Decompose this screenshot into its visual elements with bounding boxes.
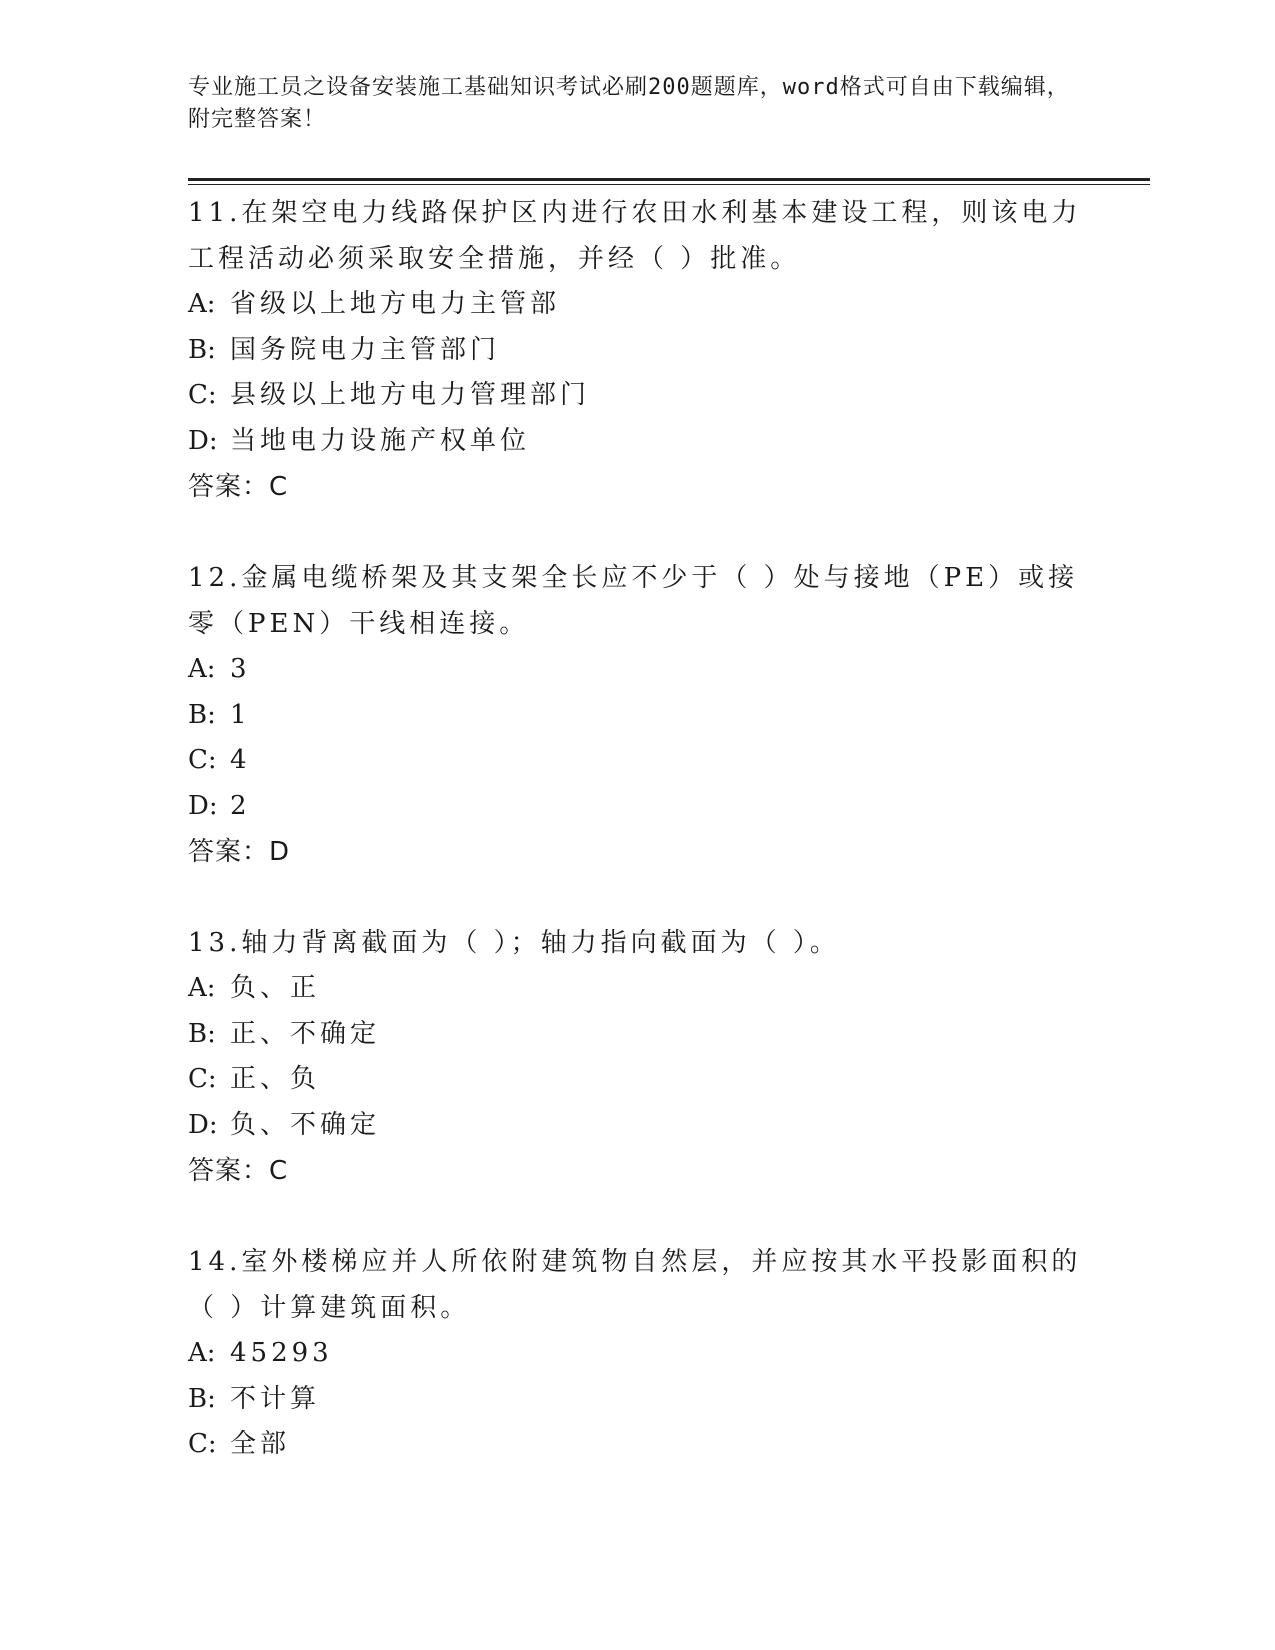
option-letter: A: — [188, 973, 216, 1003]
answer-line: 答案：C — [188, 1156, 289, 1186]
option-letter: B: — [188, 1383, 216, 1414]
option-text: 国务院电力主管部门 — [230, 334, 501, 365]
option-text: 不计算 — [230, 1383, 321, 1414]
question-11 — [188, 190, 1088, 510]
option-b — [188, 1012, 1088, 1058]
header-divider-thin — [188, 184, 1150, 185]
option-d — [188, 1103, 1088, 1149]
option-text: 正、不确定 — [230, 1018, 381, 1049]
question-stem: 13.轴力背离截面为（ ）；轴力指向截面为（ ）。 — [188, 928, 840, 958]
answer-line: 答案：D — [188, 837, 291, 867]
option-letter: D: — [188, 1109, 218, 1140]
option-c — [188, 1422, 1088, 1468]
option-d — [188, 784, 1088, 830]
header-divider-thick — [188, 178, 1150, 181]
option-b — [188, 1377, 1088, 1423]
answer-line: 答案：C — [188, 472, 289, 502]
option-a — [188, 282, 1088, 328]
option-letter: B: — [188, 334, 216, 365]
option-c — [188, 1057, 1088, 1103]
question-13 — [188, 920, 1088, 1194]
option-text: 全部 — [230, 1429, 291, 1459]
question-list — [188, 190, 1088, 1513]
option-letter: D: — [188, 425, 218, 456]
option-a — [188, 647, 1088, 693]
question-stem: 12.金属电缆桥架及其支架全长应不少于（ ）处与接地（PE）或接零（PEN）干线相连接。 — [188, 563, 1079, 639]
option-text: 正、负 — [230, 1064, 321, 1094]
option-letter: C: — [188, 745, 217, 775]
option-text: 负、正 — [230, 973, 321, 1003]
option-text: 当地电力设施产权单位 — [230, 425, 531, 456]
option-letter: A: — [188, 654, 216, 684]
option-text: 2 — [230, 790, 251, 821]
option-letter: C: — [188, 1429, 217, 1459]
question-14 — [188, 1239, 1088, 1468]
option-letter: B: — [188, 1018, 216, 1049]
option-text: 4 — [230, 745, 251, 775]
option-c — [188, 373, 1088, 419]
option-c — [188, 738, 1088, 784]
option-text: 负、不确定 — [230, 1109, 381, 1140]
option-d — [188, 419, 1088, 465]
question-12 — [188, 555, 1088, 875]
option-letter: C: — [188, 1064, 217, 1094]
document-header: 专业施工员之设备安装施工基础知识考试必刷200题题库，word格式可自由下载编辑，附完整答案！ — [188, 75, 1070, 132]
option-letter: D: — [188, 790, 218, 821]
option-a — [188, 1331, 1088, 1377]
option-b — [188, 328, 1088, 374]
option-letter: B: — [188, 699, 216, 730]
option-text: 45293 — [230, 1338, 333, 1368]
option-text: 县级以上地方电力管理部门 — [230, 380, 591, 410]
option-a — [188, 966, 1088, 1012]
option-letter: C: — [188, 380, 217, 410]
question-stem: 14.室外楼梯应并人所依附建筑物自然层，并应按其水平投影面积的（ ）计算建筑面积。 — [188, 1247, 1082, 1323]
option-letter: A: — [188, 1338, 216, 1368]
option-text: 省级以上地方电力主管部 — [230, 289, 561, 319]
question-stem: 11.在架空电力线路保护区内进行农田水利基本建设工程，则该电力工程活动必须采取安全措施，并经（ ）批准。 — [188, 198, 1082, 274]
option-text: 1 — [230, 699, 251, 730]
option-letter: A: — [188, 289, 216, 319]
option-b — [188, 693, 1088, 739]
option-text: 3 — [230, 654, 251, 684]
